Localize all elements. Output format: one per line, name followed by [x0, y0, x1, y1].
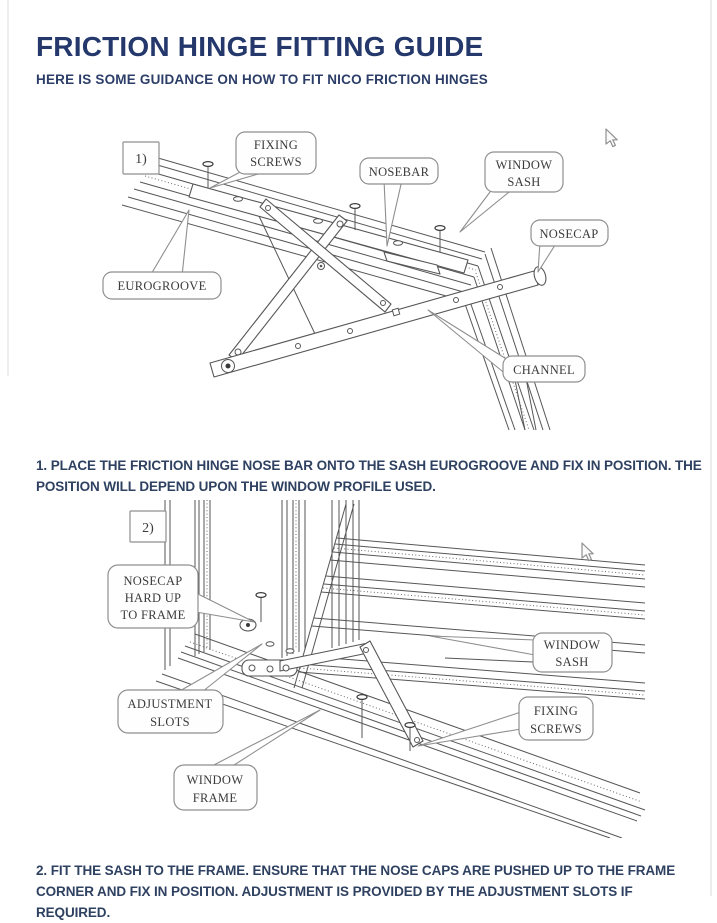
svg-text:FIXING: FIXING: [533, 704, 579, 718]
figure-2-sash-to-frame-diagram: [100, 498, 650, 838]
mouse-pointer-icon: [582, 543, 593, 561]
callout-fixing-screws: [418, 697, 593, 746]
scrollbar-track-edge[interactable]: [710, 0, 712, 896]
svg-text:FRAME: FRAME: [192, 791, 238, 805]
svg-text:1): 1): [135, 152, 147, 167]
svg-text:SLOTS: SLOTS: [150, 715, 190, 729]
svg-text:WINDOW: WINDOW: [495, 158, 553, 172]
svg-text:WINDOW: WINDOW: [186, 773, 244, 787]
mouse-pointer-icon: [606, 129, 617, 147]
figure-1-drawing: [88, 118, 648, 436]
callout-nosecap-hard-up-to-frame: [108, 565, 254, 628]
step-1-instruction: 1. PLACE THE FRICTION HINGE NOSE BAR ONTO THE SASH EUROGROOVE AND FIX IN POSITION. THE POSITION WILL DEPEND UPON THE WINDOW PROFILE USED.: [36, 457, 702, 494]
svg-text:NOSEBAR: NOSEBAR: [368, 165, 430, 179]
svg-text:CHANNEL: CHANNEL: [513, 363, 575, 377]
svg-text:SCREWS: SCREWS: [530, 722, 582, 736]
callout-nosecap: [531, 220, 608, 272]
svg-text:SASH: SASH: [555, 655, 589, 669]
figure-2-drawing: [100, 498, 650, 838]
callout-nosebar: [360, 158, 438, 246]
svg-text:NOSECAP: NOSECAP: [123, 574, 183, 588]
svg-text:SCREWS: SCREWS: [250, 155, 302, 169]
callout-fixing-screws: [210, 132, 316, 188]
svg-text:2): 2): [142, 521, 154, 536]
callout-window-sash: [430, 633, 612, 672]
figure-1-hinge-on-sash-diagram: [88, 118, 648, 436]
step-2-instruction: 2. FIT THE SASH TO THE FRAME. ENSURE THAT THE NOSE CAPS ARE PUSHED UP TO THE FRAME CORNER AND FIX IN POSITION. ADJUSTMENT IS PROVIDED BY THE ADJUSTMENT SLOTS IF REQUIRED.: [36, 862, 676, 920]
svg-text:WINDOW: WINDOW: [543, 638, 601, 652]
svg-text:TO FRAME: TO FRAME: [120, 608, 186, 622]
figure-1-number-box: [123, 142, 159, 174]
sash-stile-profile: [282, 500, 359, 658]
svg-text:ADJUSTMENT: ADJUSTMENT: [127, 697, 213, 711]
page-subtitle: HERE IS SOME GUIDANCE ON HOW TO FIT NICO FRICTION HINGES: [36, 72, 488, 87]
page-left-edge: [7, 0, 9, 376]
svg-text:HARD UP: HARD UP: [124, 591, 182, 605]
figure-2-number-box: [130, 511, 166, 542]
svg-text:FIXING: FIXING: [253, 138, 299, 152]
svg-text:NOSECAP: NOSECAP: [539, 227, 599, 241]
callout-adjustment-slots: [118, 644, 262, 733]
svg-text:SASH: SASH: [507, 175, 541, 189]
svg-text:EUROGROOVE: EUROGROOVE: [117, 279, 207, 293]
callout-eurogroove: [103, 210, 221, 299]
page-title: FRICTION HINGE FITTING GUIDE: [36, 30, 484, 62]
